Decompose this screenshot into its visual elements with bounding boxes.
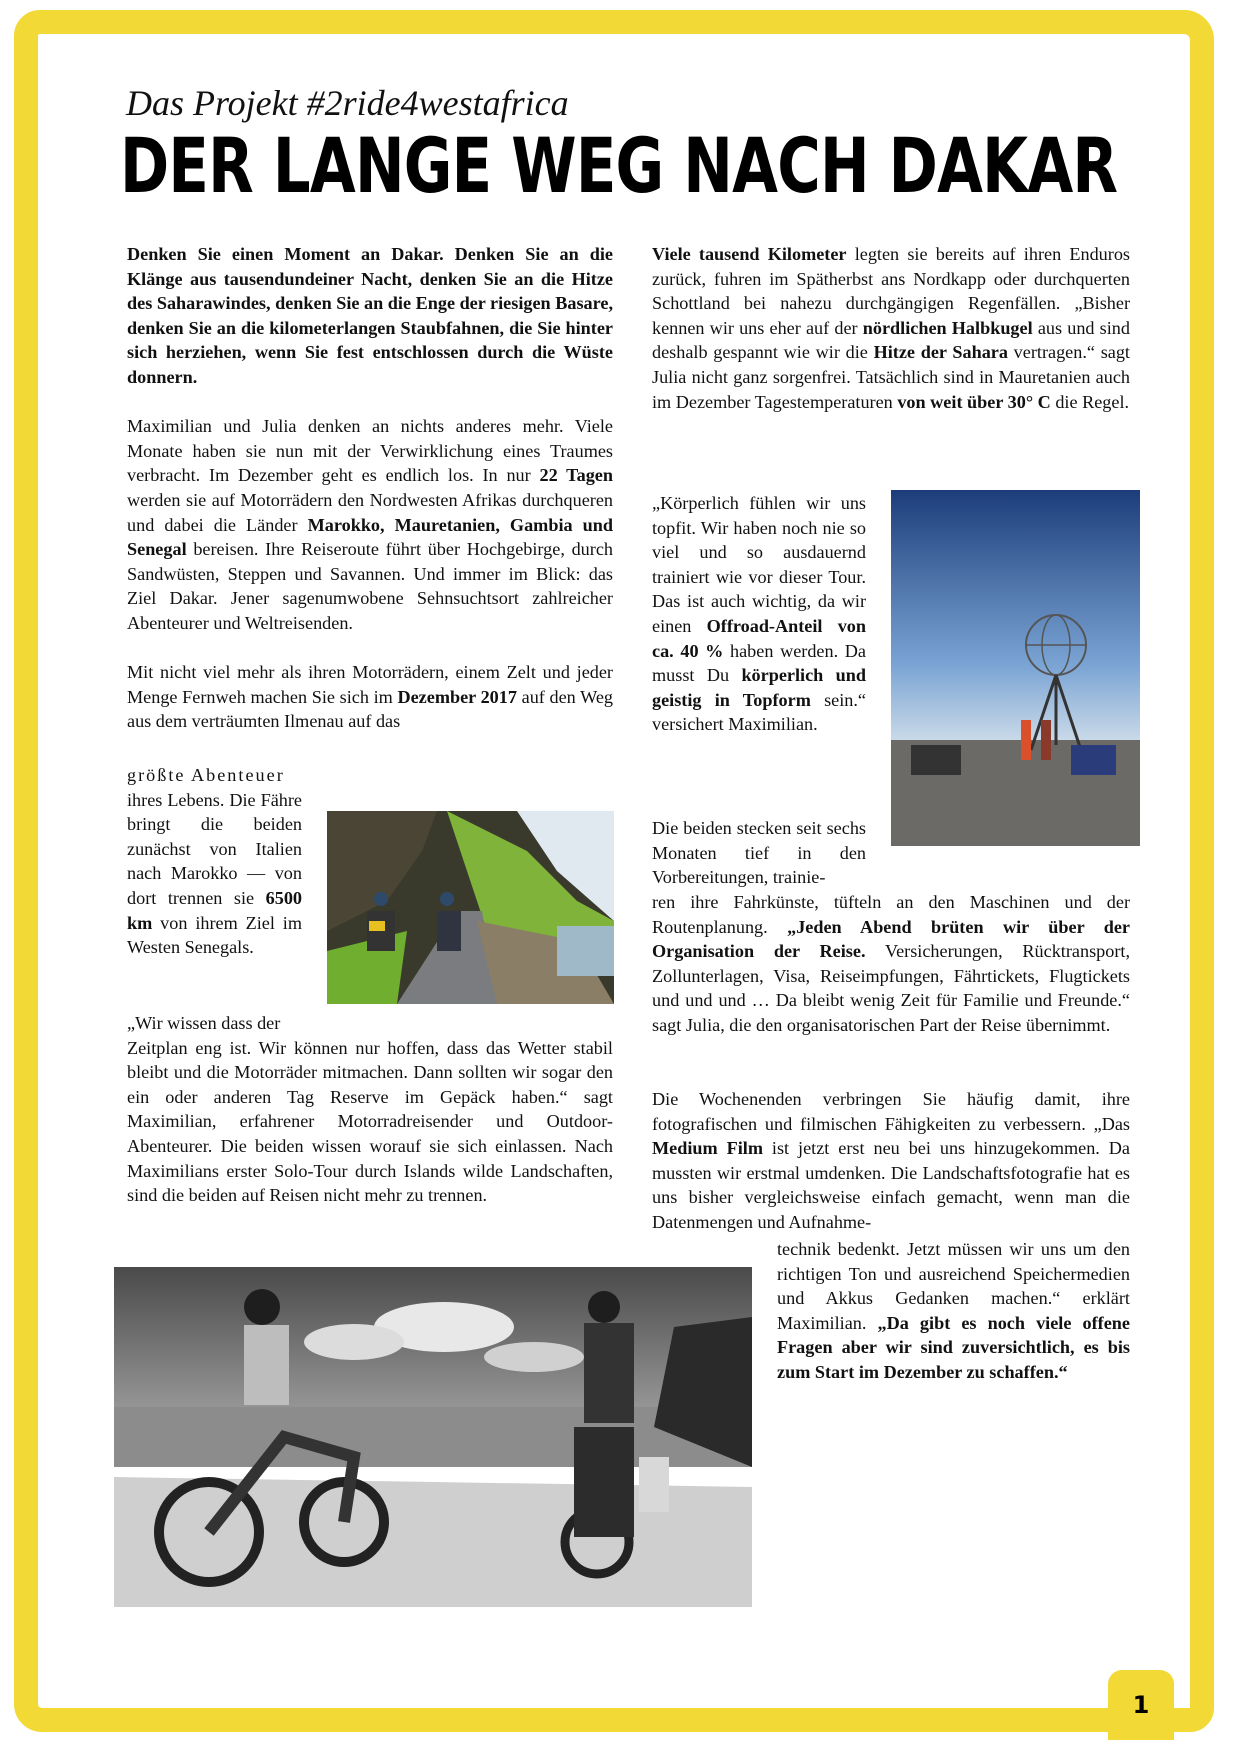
bold-text: Marokko, Mauretanien, Gambia und Senegal [127,514,613,560]
globe-monument-photo-icon [891,490,1140,846]
text: sein.“ versichert Maximilian. [652,689,866,735]
text: die Regel. [1050,391,1130,412]
paragraph-3-wrap [127,763,302,960]
bold-text: 22 Tagen [539,465,613,486]
article-headline: DER LANGE WEG NACH DAKAR [120,121,1118,210]
bold-text: Viele tausend Kilometer [652,244,847,264]
text: Maximilian und Julia denken an nichts anderes mehr. Viele Monate haben sie nun mit der Verwirklichung eines Traumes verbracht. Im Dezember geht es endlich los. In nur [127,416,613,486]
text: Die Wochenenden verbringen Sie häufig damit, ihre fotografischen und filmischen Fähigkeiten zu verbessern. „Das [652,1089,1130,1134]
offroad-motorcycles-photo-icon [114,1267,752,1607]
right-column-paragraph-4-indent [777,1237,1130,1385]
text: ren ihre Fahrkünste, tüfteln an den Maschinen und der Routenplanung. [652,892,1130,937]
motorcycle-photo-icon [327,811,614,1004]
text: legten sie bereits auf ihren Enduros zurück, fuhren im Spätherbst ans Nordkapp oder durchquerten Schottland bei nahezu durchgängigen Regenfällen. „Bisher kennen wir uns eher auf der [652,244,1130,338]
bold-text: von weit über 30° C [897,391,1051,412]
page-number: 1 [1108,1670,1174,1740]
bold-text: körperlich und geistig in Topform [652,665,866,710]
text: größte Abenteuer [127,765,285,785]
text: Versicherungen, Rücktransport, Zollunterlagen, Visa, Reiseimpfungen, Fährtickets, Flugtickets und und und … Da bleibt wenig Zeit für Familie und Freunde.“ sagt Julia, die den organisatorischen Part der Reise übernimmt. [652,941,1130,1035]
right-column-paragraph-1 [652,242,1130,414]
text: haben werden. Da musst Du [652,640,866,686]
text: von ihrem Ziel im Westen Senegals. [127,912,302,958]
text: Zeitplan eng ist. Wir können nur hoffen, dass das Wetter stabil bleibt und die Motorräder mitmachen. Dann sollten wir sogar den ein oder anderen Tag Reserve im Gepäck haben.“ sagt Maximilian, erfahrener Motorradreisender und Outdoor-Abenteurer. Die beiden wissen worauf sie sich einlassen. Nach Maximilians erster Solo-Tour durch Islands wilde Landschaften, sind die beiden auf Reisen nicht mehr zu trennen. [127,1037,613,1206]
text: „Körperlich fühlen wir uns topfit. Wir haben noch nie so viel und so ausdauernd trainiert wie vor dieser Tour. Das ist auch wichtig, da wir einen [652,493,866,636]
right-column-paragraph-4 [652,1087,1130,1235]
bold-text: Offroad-Anteil von ca. 40 % [652,615,867,661]
nordkapp-photo [891,490,1140,846]
bold-text: Hitze der Sahara [873,342,1008,363]
text: Mit nicht viel mehr als ihren Motorrädern, einem Zelt und jeder Menge Fernweh machen Sie sich im [127,662,613,707]
bold-text: Medium Film [652,1138,763,1159]
paragraph-2 [127,414,613,635]
intro-paragraph [127,242,613,390]
intro-text: Denken Sie einen Moment an Dakar. Denken Sie an die Klänge aus tausendundeiner Nacht, denken Sie an die Hitze des Saharawindes, denken Sie an die Enge der riesigen Basare, denken Sie an die kilometerlangen Staubfahnen, die Sie hinter sich herziehen, wenn Sie fest entschlossen durch die Wüste donnern. [127,244,613,387]
paragraph-4 [127,1011,613,1208]
text: ihres Lebens. Die Fähre bringt die beiden zunächst von Italien nach Marokko — von dort trennen sie [127,789,302,908]
text: auf den Weg aus dem verträumten Ilmenau auf das [127,686,613,732]
text: ist jetzt erst neu bei uns hinzugekommen. Da mussten wir erstmal umdenken. Die Landschaftsfotografie hat es uns bisher vergleichsweise einfach gemacht, wenn man die Datenmengen und Aufnahme- [652,1138,1130,1232]
bold-text: 6500 km [127,887,302,933]
left-column [127,242,613,734]
bold-text: „Da gibt es noch viele offene Fragen aber wir sind zuversichtlich, es bis zum Start im Dezember zu schaffen.“ [777,1312,1130,1382]
text: bereisen. Ihre Reiseroute führt über Hochgebirge, durch Sandwüsten, Steppen und Savannen. Und immer im Blick: das Ziel Dakar. Jener sagenumwobene Sehnsuchtsort zahlreicher Abenteurer und Weltreisenden. [127,539,613,633]
text: Die beiden stecken seit sechs Monaten tief in den Vorbereitungen, trainie- [652,818,866,888]
bold-text: nördlichen Halbkugel [862,317,1033,338]
article-kicker: Das Projekt #2ride4westafrica [126,83,569,123]
paragraph-3 [127,660,613,734]
text: technik bedenkt. Jetzt müssen wir uns um den richtigen Ton und ausreichend Speichermedien und Akkus Gedanken machen.“ erklärt Maximilian. [777,1239,1130,1333]
right-column-paragraph-3 [652,890,1130,1038]
bold-text: Dezember 2017 [397,686,517,707]
text: vertragen.“ sagt Julia nicht ganz sorgenfrei. Tatsächlich sind in Mauretanien auch im Dezember Tagestemperaturen [652,342,1130,412]
bold-text: „Jeden Abend brüten wir über der Organisation der Reise. [652,916,1130,962]
text: aus und sind deshalb gespannt wie wir die [652,317,1130,363]
right-column-paragraph-2 [652,491,866,737]
coastal-road-photo [327,811,614,1004]
right-column-paragraph-3-narrow [652,816,866,890]
text: werden sie auf Motorrädern den Nordwesten Afrikas durchqueren und dabei die Länder [127,489,613,535]
text: „Wir wissen dass der [127,1013,281,1033]
enduro-riders-bw-photo [114,1267,752,1607]
